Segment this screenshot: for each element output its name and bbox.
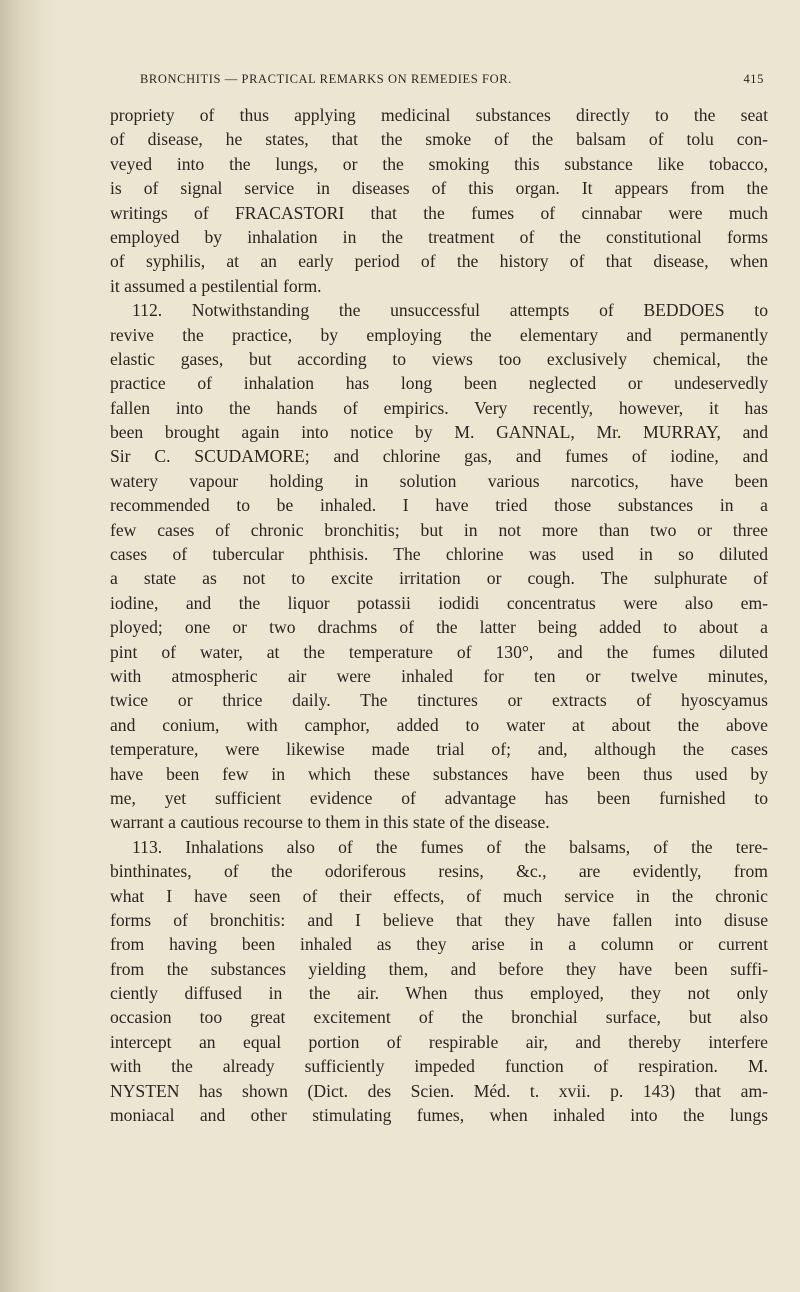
text-line: it assumed a pestilential form. xyxy=(110,275,322,296)
text-line: warrant a cautious recourse to them in this state of the disease. xyxy=(110,812,550,833)
text-line: moniacal and other stimulating fumes, when inhaled into the lungs xyxy=(110,1105,768,1126)
text-line: writings of FRACASTORI that the fumes of cinnabar were much xyxy=(110,202,768,223)
text-line: recommended to be inhaled. I have tried those substances in a xyxy=(110,495,768,516)
text-line: occasion too great excitement of the bronchial surface, but also xyxy=(110,1007,768,1028)
text-line: revive the practice, by employing the elementary and permanently xyxy=(110,324,768,345)
paragraph-112-start: 112. Notwithstanding the unsuccessful attempts of BEDDOES to xyxy=(132,300,768,321)
text-line: NYSTEN has shown (Dict. des Scien. Méd. t. xvii. p. 143) that am- xyxy=(110,1080,768,1101)
page-gutter-shadow xyxy=(0,0,58,1292)
text-line: of disease, he states, that the smoke of the balsam of tolu con- xyxy=(110,129,768,150)
text-line: practice of inhalation has long been neglected or undeservedly xyxy=(110,373,768,394)
text-line: with the already sufficiently impeded function of respiration. M. xyxy=(110,1056,768,1077)
text-line: is of signal service in diseases of this organ. It appears from the xyxy=(110,178,768,199)
book-page xyxy=(110,0,770,1292)
text-line: employed by inhalation in the treatment of the constitutional forms xyxy=(110,226,768,247)
text-line: twice or thrice daily. The tinctures or extracts of hyoscyamus xyxy=(110,690,768,711)
text-line: elastic gases, but according to views too exclusively chemical, the xyxy=(110,348,768,369)
text-line: forms of bronchitis: and I believe that they have fallen into disuse xyxy=(110,909,768,930)
text-line: watery vapour holding in solution various narcotics, have been xyxy=(110,470,768,491)
running-title: BRONCHITIS — PRACTICAL REMARKS ON REMEDIES FOR. xyxy=(140,72,512,86)
text-line: from having been inhaled as they arise in a column or current xyxy=(110,934,768,955)
text-line: what I have seen of their effects, of much service in the chronic xyxy=(110,885,768,906)
text-line: ciently diffused in the air. When thus employed, they not only xyxy=(110,983,768,1004)
text-line: from the substances yielding them, and before they have been suffi- xyxy=(110,958,768,979)
page-number: 415 xyxy=(743,72,764,86)
body-text xyxy=(110,103,768,1127)
text-line: binthinates, of the odoriferous resins, &c., are evidently, from xyxy=(110,861,768,882)
text-line: propriety of thus applying medicinal substances directly to the seat xyxy=(110,105,768,125)
text-line: been brought again into notice by M. GANNAL, Mr. MURRAY, and xyxy=(110,422,768,443)
text-line: few cases of chronic bronchitis; but in not more than two or three xyxy=(110,519,768,540)
text-line: me, yet sufficient evidence of advantage has been furnished to xyxy=(110,787,768,808)
text-line: have been few in which these substances have been thus used by xyxy=(110,763,768,784)
text-line: Sir C. SCUDAMORE; and chlorine gas, and fumes of iodine, and xyxy=(110,446,768,467)
running-header xyxy=(110,72,770,96)
text-line: pint of water, at the temperature of 130°, and the fumes diluted xyxy=(110,641,768,662)
text-line: ployed; one or two drachms of the latter being added to about a xyxy=(110,617,768,638)
text-line: of syphilis, at an early period of the history of that disease, when xyxy=(110,251,768,272)
text-line: intercept an equal portion of respirable air, and thereby interfere xyxy=(110,1031,768,1052)
text-line: iodine, and the liquor potassii iodidi concentratus were also em- xyxy=(110,592,768,613)
text-line: fallen into the hands of empirics. Very recently, however, it has xyxy=(110,397,768,418)
text-line: temperature, were likewise made trial of; and, although the cases xyxy=(110,739,768,760)
paragraph-113-start: 113. Inhalations also of the fumes of the balsams, of the tere- xyxy=(132,836,768,857)
text-line: veyed into the lungs, or the smoking this substance like tobacco, xyxy=(110,153,768,174)
text-line: with atmospheric air were inhaled for ten or twelve minutes, xyxy=(110,665,768,686)
text-line: cases of tubercular phthisis. The chlorine was used in so diluted xyxy=(110,544,768,565)
text-line: a state as not to excite irritation or cough. The sulphurate of xyxy=(110,568,768,589)
text-line: and conium, with camphor, added to water at about the above xyxy=(110,714,768,735)
